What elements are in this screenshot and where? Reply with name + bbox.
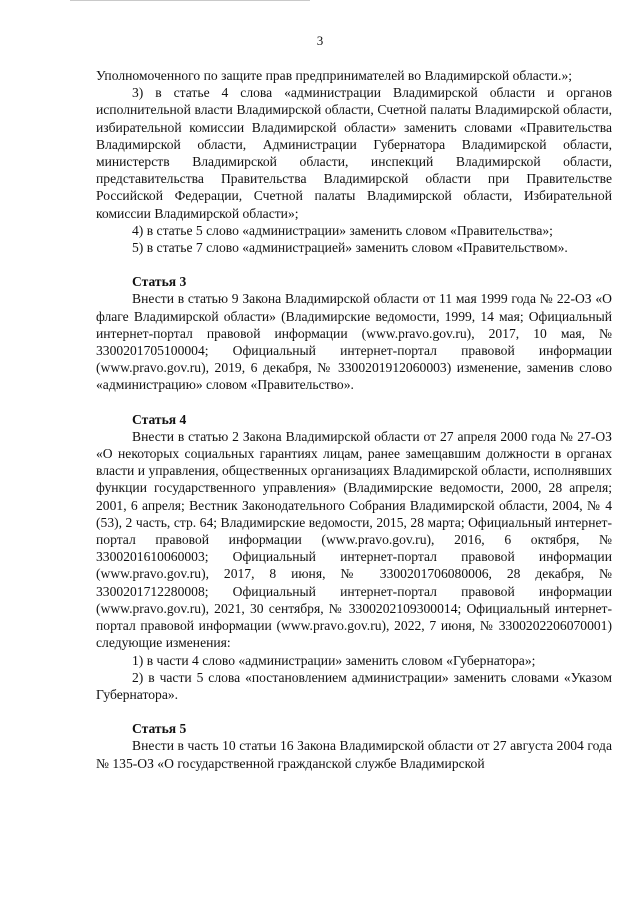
paragraph-continuation: Уполномоченного по защите прав предпринимателей во Владимирской области.»; [96,68,573,83]
article-5-text: Внести в часть 10 статьи 16 Закона Владимирской области от 27 августа 2004 года № 135-ОЗ «О государственной гражданской службе Владимирской [96,738,612,771]
document-body [96,67,612,772]
page-number: 3 [316,33,324,48]
list-item-3: 3) в статье 4 слова «администрации Владимирской области и органов исполнительной власти Владимирской области, Счетной палаты Владимирской области, избирательной комиссии Владимирской области» заменить словами «Правительства Владимирской области, Администрации Губернатора Владимирской области, министерств Владимирской области, инспекций Владимирской области, представительства Правительства Владимирской области при Правительстве Российской Федерации, Счетной палаты Владимирской области, Избирательной комиссии Владимирской области»; [96,85,612,221]
list-item-5: 5) в статье 7 слово «администрацией» заменить словом «Правительством». [132,240,568,256]
article-4-text: Внести в статью 2 Закона Владимирской области от 27 апреля 2000 года № 27-ОЗ «О некоторых социальных гарантиях лицам, ранее замещавшим должности в органах власти и управления, общественных организациях Владимирской области, исполнявших функции государственного управления» (Владимирские ведомости, 2000, 28 апреля; 2001, 6 апреля; Вестник Законодательного Собрания Владимирской области, 2004, № 4 (53), 2 часть, стр. 64; Владимирские ведомости, 2015, 28 марта; Официальный интернет-портал правовой информации (www.pravo.gov.ru), 2016, 6 октября, № 3300201610060003; Официальный интернет-портал правовой информации (www.pravo.gov.ru), 2017, 8 июня, № 3300201706080006, 28 декабря, № 3300201712280008; Официальный интернет-портал правовой информации (www.pravo.gov.ru), 2021, 30 сентября, № 3300202109300014; Официальный интернет-портал правовой информации (www.pravo.gov.ru), 2022, 7 июня, № 3300202206070001) следующие изменения: [96,428,612,651]
article-4-item-1: 1) в части 4 слово «администрации» заменить словом «Губернатора»; [132,652,536,668]
article-4-item-2: 2) в части 5 слова «постановлением администрации» заменить словами «Указом Губернатора». [96,669,612,702]
article-3-heading: Статья 3 [132,274,187,290]
article-5-heading: Статья 5 [132,721,187,737]
article-4-heading: Статья 4 [132,411,187,427]
list-item-4: 4) в статье 5 слово «администрации» заменить словом «Правительства»; [132,222,553,238]
article-3-text: Внести в статью 9 Закона Владимирской области от 11 мая 1999 года № 22-ОЗ «О флаге Владимирской области» (Владимирские ведомости, 1999, 14 мая; Официальный интернет-портал правовой информации (www.pravo.gov.ru), 2017, 10 мая, № 3300201705100004; Официальный интернет-портал правовой информации (www.pravo.gov.ru), 2019, 6 декабря, № 3300201912060003) изменение, заменив слово «администрацию» словом «Правительство». [96,291,612,393]
scan-artifact-line [70,0,310,1]
